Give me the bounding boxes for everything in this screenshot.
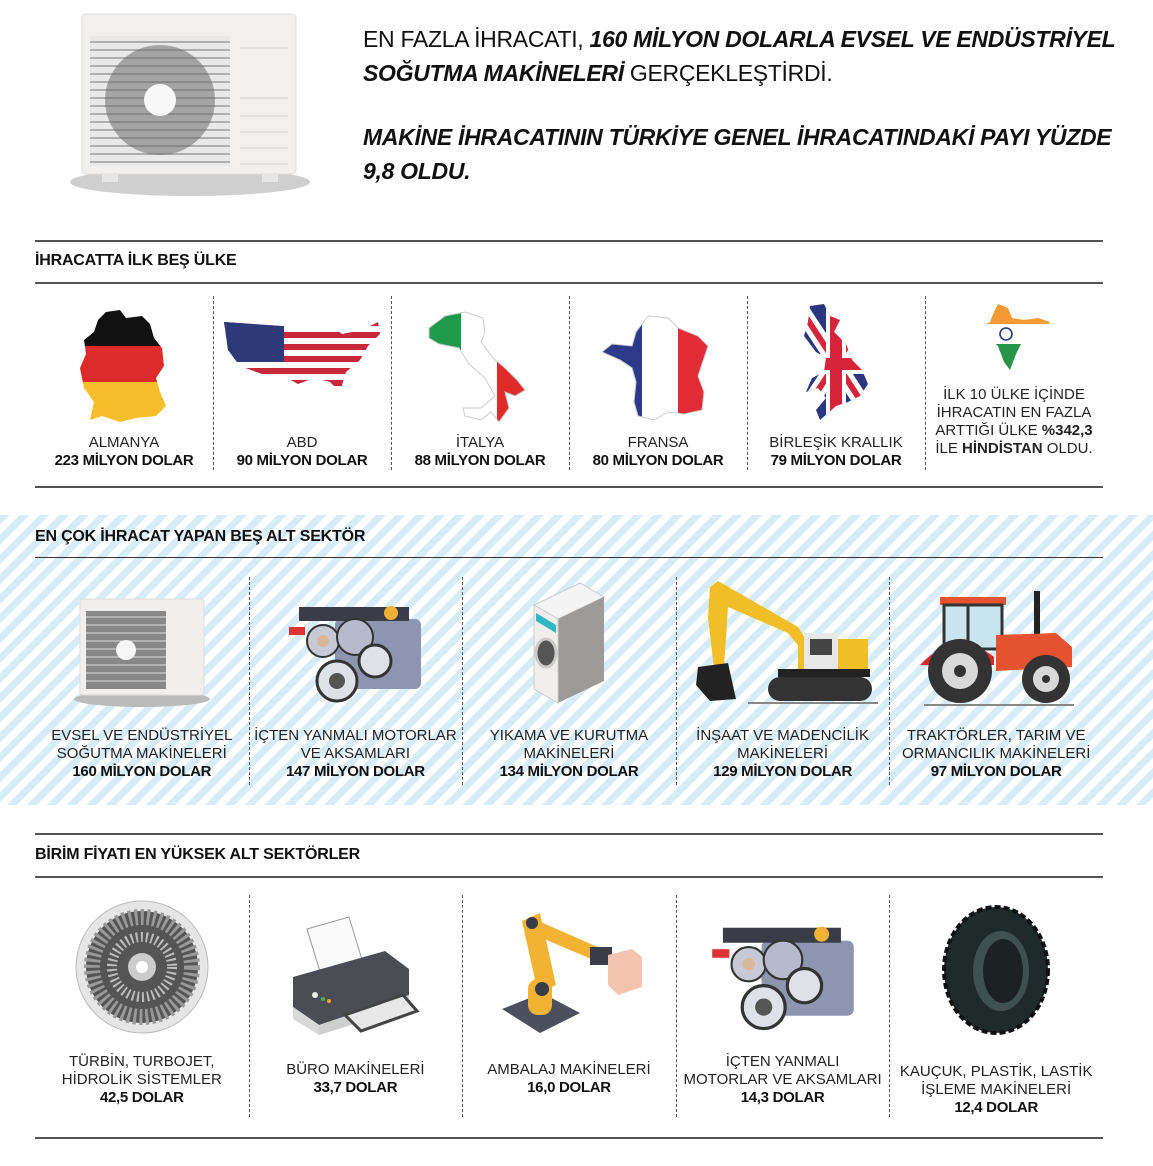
subsector-label: MAKİNELERİ <box>737 745 828 762</box>
country-name: ABD <box>286 434 318 451</box>
divider <box>35 557 1103 558</box>
usa-map-icon <box>222 320 382 400</box>
unit-price-label: AMBALAJ MAKİNELERİ <box>487 1061 651 1078</box>
country-card <box>35 296 213 470</box>
india-note-line: ARTTIĞI ÜLKE %342,3 <box>935 422 1093 439</box>
hero-line-2: MAKİNE İHRACATININ TÜRKİYE GENEL İHRACATINDAKİ PAYI YÜZDE 9,8 OLDU. <box>363 124 1112 184</box>
subsector-label: VE AKSAMLARI <box>300 745 410 762</box>
india-note-line: İLK 10 ÜLKE İÇİNDE <box>943 386 1085 403</box>
unit-price-card <box>462 895 676 1117</box>
divider <box>35 240 1103 242</box>
unit-price-label: MOTORLAR VE AKSAMLARI <box>683 1071 882 1088</box>
unit-price-card <box>889 895 1103 1117</box>
subsector-card <box>889 577 1103 785</box>
country-value: 88 MİLYON DOLAR <box>414 452 546 469</box>
india-map-icon <box>972 302 1056 372</box>
subsector-card <box>249 577 463 785</box>
unit-price-label: İŞLEME MAKİNELERİ <box>921 1081 1072 1098</box>
subsector-card <box>35 577 249 785</box>
subsector-card <box>676 577 890 785</box>
divider <box>35 876 1103 878</box>
subsector-label: TRAKTÖRLER, TARIM VE <box>906 727 1086 744</box>
country-card <box>391 296 569 470</box>
france-map-icon <box>598 312 718 424</box>
subsector-value: 97 MİLYON DOLAR <box>930 763 1062 780</box>
divider <box>35 486 1103 488</box>
unit-price-value: 16,0 DOLAR <box>527 1079 611 1096</box>
unit-price-value: 42,5 DOLAR <box>99 1089 184 1106</box>
germany-map-icon <box>76 308 172 424</box>
subsector-label: SOĞUTMA MAKİNELERİ <box>56 745 227 762</box>
hero-headline <box>363 22 1123 188</box>
subsector-card <box>462 577 676 785</box>
subsector-label: İNŞAAT VE MADENCİLİK <box>696 727 869 744</box>
unit-price-label: İÇTEN YANMALI <box>725 1053 840 1070</box>
india-note-line: İHRACATIN EN FAZLA <box>936 404 1092 421</box>
section-title-unit-price: BİRİM FİYATI EN YÜKSEK ALT SEKTÖRLER <box>35 846 360 863</box>
section-title-subsectors: EN ÇOK İHRACAT YAPAN BEŞ ALT SEKTÖR <box>35 528 366 545</box>
unit-price-value: 12,4 DOLAR <box>954 1099 1039 1116</box>
subsector-value: 160 MİLYON DOLAR <box>72 763 212 780</box>
india-note-card <box>925 296 1103 470</box>
unit-price-value: 33,7 DOLAR <box>313 1079 398 1096</box>
country-value: 80 MİLYON DOLAR <box>592 452 724 469</box>
unit-price-label: HİDROLİK SİSTEMLER <box>61 1071 222 1088</box>
unit-price-value: 14,3 DOLAR <box>740 1089 825 1106</box>
engine-icon <box>703 917 863 1035</box>
divider <box>35 282 1103 284</box>
air-conditioner-icon <box>68 10 313 200</box>
subsector-label: YIKAMA VE KURUTMA <box>489 727 649 744</box>
robotic-arm-icon <box>494 909 644 1035</box>
unit-price-card <box>249 895 463 1117</box>
subsector-label: İÇTEN YANMALI MOTORLAR <box>254 727 457 744</box>
divider <box>35 833 1103 835</box>
section-title-countries: İHRACATTA İLK BEŞ ÜLKE <box>35 252 237 269</box>
engine-icon <box>285 597 425 707</box>
turbine-icon <box>74 899 210 1035</box>
uk-map-icon <box>796 302 876 424</box>
subsector-label: MAKİNELERİ <box>523 745 615 762</box>
country-card <box>747 296 925 470</box>
tractor-icon <box>916 591 1076 707</box>
unit-price-label: KAUÇUK, PLASTİK, LASTİK <box>899 1063 1093 1080</box>
country-card <box>213 296 391 470</box>
hero-line-1: EN FAZLA İHRACATI, 160 MİLYON DOLARLA EVSEL VE ENDÜSTRİYEL SOĞUTMA MAKİNELERİ GERÇEKLEŞTİRDİ. <box>363 26 1115 86</box>
unit-price-label: TÜRBİN, TURBOJET, <box>69 1053 215 1070</box>
subsector-label: ORMANCILIK MAKİNELERİ <box>901 745 1091 762</box>
subsector-value: 134 MİLYON DOLAR <box>499 763 639 780</box>
italy-map-icon <box>425 308 535 424</box>
unit-price-row <box>35 895 1103 1117</box>
printer-icon <box>285 915 425 1035</box>
tire-icon <box>941 905 1051 1035</box>
unit-price-card <box>35 895 249 1117</box>
unit-price-label: BÜRO MAKİNELERİ <box>286 1061 425 1078</box>
country-name: BİRLEŞİK KRALLIK <box>769 434 903 451</box>
subsectors-row <box>35 577 1103 785</box>
country-value: 79 MİLYON DOLAR <box>770 452 902 469</box>
divider <box>35 1137 1103 1139</box>
country-name: İTALYA <box>455 434 505 451</box>
washing-machine-icon <box>524 577 614 707</box>
country-card <box>569 296 747 470</box>
countries-row <box>35 296 1103 470</box>
country-name: FRANSA <box>627 434 689 451</box>
excavator-icon <box>688 577 878 707</box>
unit-price-card <box>676 895 890 1117</box>
air-conditioner-icon <box>72 595 212 707</box>
subsector-label: EVSEL VE ENDÜSTRİYEL <box>51 727 233 744</box>
india-note-line: İLE HİNDİSTAN OLDU. <box>935 440 1093 457</box>
subsector-value: 129 MİLYON DOLAR <box>713 763 852 780</box>
subsector-value: 147 MİLYON DOLAR <box>285 763 425 780</box>
country-name: ALMANYA <box>88 434 160 451</box>
country-value: 90 MİLYON DOLAR <box>236 452 368 469</box>
country-value: 223 MİLYON DOLAR <box>54 452 194 469</box>
